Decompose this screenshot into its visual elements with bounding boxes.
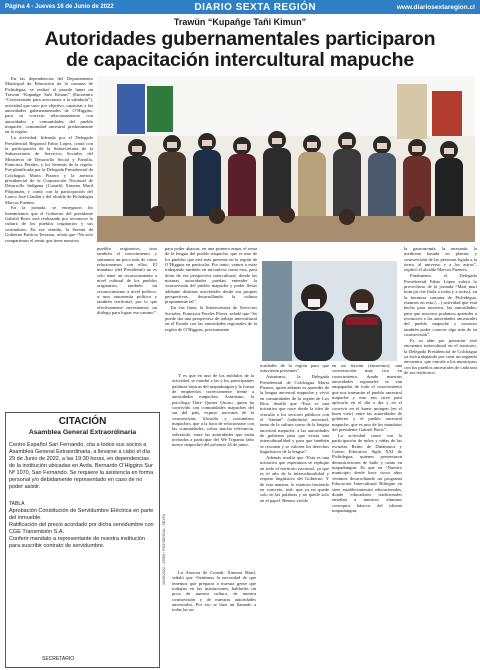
notice-table-label: TABLA: [9, 501, 25, 507]
page-info: Página 4 - Jueves 16 de Junio de 2022: [5, 4, 114, 10]
article-column-4-continued: [172, 570, 256, 670]
notice-body: Centro Español San Fernando, cita a todos sus socios a Asamblea General Extraordinaria, a llevarse a cabo el día 29 de Junio de 2022, a las 19:30 horas, en dependencias de la institución ubicadas en Avda. Bernardo O’Higgins Sur Nº 1070, San Fernando. Se requiere la asistencia en forma personal y/o debidamente representado en caso de no poder asistir.: [9, 442, 154, 490]
paragraph: Finalmente, el Delegado Presidencial Fabio López valoró lo provechoso de la jornada “Mari mari kom pu che (hola a todas y a todos), en la hermosa comuna de Pichidegua, estamos en esta (…) actividad que está hecha para nosotros, las autoridades, para que nosotros podamos aprender a reconocer a las autoridades ancestrales del pueblo mapuche y nosotros también poder conocer algo más de su cosmovisión”.: [404, 273, 477, 338]
notice-signature: SECRETARIO: [42, 656, 75, 662]
article-column-1: [5, 76, 93, 406]
notice-subtitle: Asamblea General Extraordinaria: [28, 429, 137, 436]
paragraph: Asimismo, la Delegada Presidencial de Colchagua Marta Pizarro, quien además es aprendiz de la lengua ancestral mapuche y vivió en comunidades de la región de Los Ríos, detalló que “Esta es una iniciativa que nace desde la idea de vincular a los sectores públicos con el “kimün” (sabiduría) ancestral, tanto de la cultura como de la lengua ancestral mapuche, a las autoridades de gobierno para que exista una interculturalidad y para que también se rescaten y se valoren los derechos lingüísticos de la lengua”.: [260, 374, 329, 455]
paragraph: toridades de la región para que estuvieran presentes”.: [260, 363, 329, 374]
paragraph: En las dependencias del Departamento Municipal de Educación de la comuna de Pichidegua, se realizó el pasado lunes un Trawün “Kupañge Tañi Kimun” (Encuentro “Conversando para acercarnos a la sabiduría”), actividad que tuvo por objetivo, capacitar a las autoridades gubernamentales de O’Higgins, para su correcto relacionamiento con autoridades y comunidades del pueblo mapuche, comunidad ancestral predominante en la región.: [5, 76, 93, 135]
side-code-text: 16/06/2022 - 22569 / PICHIDEGUA - SEXTA: [162, 513, 166, 585]
speakers-photo: [262, 261, 397, 361]
paragraph: en un trawün (encuentro), una conversación muy rica en conocimiento, donde nuestras autoridades regionales se van empapadas de todo el conocimiento que nos transmite el pueblo ancestral mapuche y esto nos sirve para aplicarlo en el día a día y en el convivir en el kume mongen (en el buen vivir) entre las autoridades de gobierno y el pueblo ancestral mapuche, que es uno de los mandatos del presidente Gabriel Boric”.: [332, 363, 402, 433]
paragraph: En esa línea, la Subsecretaria de Servicios Sociales, Francisca Perales Flores, señaló que “Se puede dar una perspectiva de trabajo intercultural en el Estado con las autoridades regionales de la región de O’Higgins, precisamente: [165, 305, 257, 332]
article-headline: [20, 29, 460, 71]
website-url[interactable]: www.diariosextaregion.cl: [396, 3, 475, 11]
paragraph: Además resaltó que “Esta es una iniciativa que esperamos se replique en todo el territorio nacional, ya que es el año de la interculturalidad y respeto lingüístico del Gobierno. Y de esta manera, lo estamos haciendo en concreto, real, que ya no quede solo en las palabras y no quede solo en el papel. Hemos vivido: [260, 455, 329, 503]
headline-line-2: de capacitación intercultural mapuche: [65, 49, 415, 71]
paragraph: la gastronomía, la artesanía, la medicina basada en plantas y cosmovisión de las personas ligada a la tierra, al universo y a los astros”, explicó el alcalde Marcos Fuentes.: [404, 246, 477, 273]
side-code: [160, 485, 168, 585]
speakers-photo-illustration: [262, 261, 397, 361]
paragraph: Es su afán por potenciar este encuentro intercultural en el territorio, la Delegada Presidencial de Colchagua ya está trabajando por crear un segundo encuentro, que vincule a los municipios con los pueblos ancestrales de cada uno de sus territorios.: [404, 338, 477, 376]
paragraph: En la jornada, se entregaron los lineamientos que el Gobierno del presidente Gabriel Boric está realizando por reconocer la cultura de los pueblos originarios y sus costumbres. En ese sentido, la Seremi de Gobierno Patricia Terrazas, relató que “No solo compartimos el sentir que tiene nuestros: [5, 205, 93, 243]
page-header-bar: [0, 0, 480, 14]
paragraph: La actividad, liderada por el Delegado Presidencial Regional Fabio López, contó con la participación de la Subsecretaria de la Subsecretaría de Servicios Sociales del Ministerio de Desarrollo Social y Familia, Francisca Perales, y los Seremis de la región. Fue planificada por la Delegada Presidencial de Colchagua Marta Pizarro y la asesora presidencial de la Corporación Nacional de Desarrollo Indígena (Conadi) Ximena Maril Pilquimán, y contó con la participación del Lonco José Llaulén y del alcalde de Pichidegua Marcos Fuentes.: [5, 135, 93, 205]
paragraph: pueblos originarios, sino también el conocimiento y sumamos un poco más de cómo relacionarnos con ellos. El mandato (del Presidente) no es solo tener un reconocimiento a nivel cultural de los pueblos originarios, también un reconocimiento a nivel político, a una autonomía política y también territorial, por lo que efectivamente necesitamos un diálogo para lograr ese camino”.: [97, 246, 157, 316]
group-photo-illustration: [97, 76, 475, 242]
notice-title: CITACIÓN: [58, 416, 107, 427]
notice-item: Conferir mandato a representante de nuestra institución para suscribir contrato de servidumbre.: [9, 536, 146, 549]
newspaper-brand: DIARIO SEXTA REGIÓN: [194, 1, 317, 13]
citation-notice: [5, 412, 160, 668]
article-column-4: [172, 373, 254, 569]
article-kicker: Trawün “Kupañge Tañi Kimun”: [173, 17, 307, 27]
headline-line-1: Autoridades gubernamentales participaron: [44, 28, 436, 50]
group-photo: [97, 76, 475, 242]
paragraph: Y es que en uno de los módulos de la actividad, se enseñó a las y los participantes palabras básicas del mapudungun y la forma de empleerlas correctamente frente a autoridades mapuches. Asimismo, la psicóloga Tiare Quiner Osorio, quien ha convivido con comunidades mapuches del sur del país, expuso nociones de la cosmovisión, filosofía y costumbres mapuches, que a la hora de relacionarse con las comunidades, cobra mucha relevancia, sobretodo, entre las autoridades que están invitadas a participar del We Tripantu (año nuevo mapuche) del próximo 24 de junio.: [172, 373, 254, 448]
article-column-7: [404, 246, 477, 669]
article-column-2: [97, 246, 157, 419]
notice-item: Aprobación Constitución de Servidumbre Eléctrica en parte del inmueble.: [9, 508, 154, 521]
paragraph: para poder abarcar, en una primera etapa, el tema de la lengua del pueblo mapuche, que es uno de los pueblos que está más presente en la región de O’Higgins en particular. Por tanto, vamos a estar trabajando también en iniciativas como esta, para dotar de esa perspectiva intercultural, donde las mismas autoridades puedan entender la cosmovisión del pueblo mapuche y poder llevar adelante distintas actividades desde sus propias perspectivas, desarrollando la cultura propiamente tal”.: [165, 246, 257, 305]
article-column-5: [260, 363, 329, 669]
paragraph: La actividad contó con la participación de niños y niñas de las escuelas Reino de Dinamarca y Centro Educativo Siglo XXI de Pichidegua, quienes presentaron demostraciones de baile y canto en mapudungun. Es que en “Nuestro municipio desde hace cinco años venimos desarrollando un programa Educación Intercultural Bilingüe en siete establecimientos educacionales, donde educadores tradicionales enseñan a nuestros alumnos conceptos básicos del idioma mapudungun,: [332, 433, 402, 513]
paragraph: La Asesora de Conadi, Ximena Maril, señaló que “Sentimos la necesidad de que tenemos que preparar a nuestra gente que trabajan en las instituciones, hablarles un poco de nuestra cultura, de nuestra cosmovisión y de nuestras autoridades ancestrales. Por eso se hizo un llamado a todas las au-: [172, 570, 256, 613]
article-column-6: [332, 363, 402, 669]
notice-item: Ratificación del precio acordado por dicha servidumbre con CGE Transmisión S.A.: [9, 522, 154, 535]
